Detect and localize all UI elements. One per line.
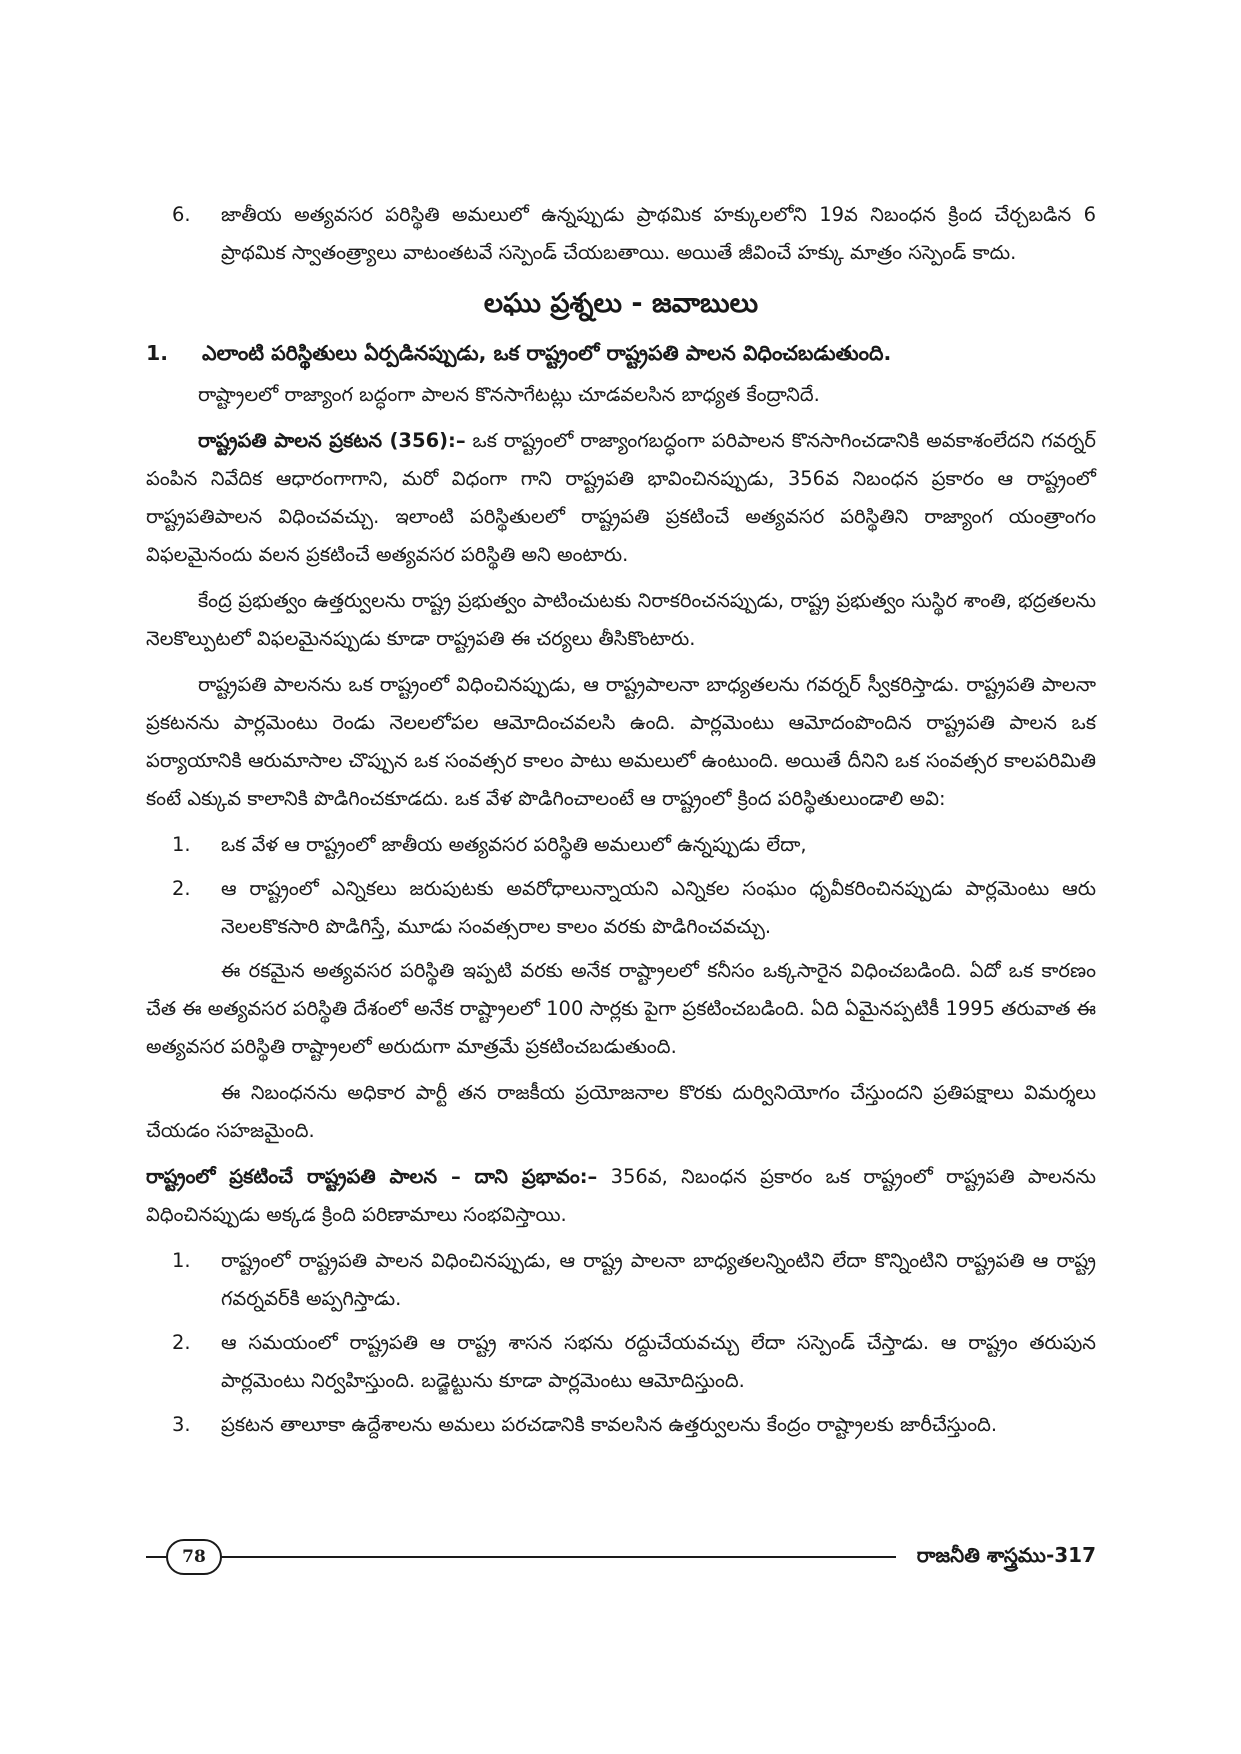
paragraph: [146, 422, 1096, 574]
item-text: ఆ రాష్ట్రంలో ఎన్నికలు జరుపుటకు అవరోధాలున్నాయని ఎన్నికల సంఘం ధృవీకరించినప్పుడు పార్లమెంటు ఆరు నెలలకొకసారి పొడిగిస్తే, మూడు సంవత్సరాల కాలం వరకు పొడిగించవచ్చు.: [221, 877, 1096, 938]
item-number: 2.: [172, 877, 191, 900]
item-number: 1.: [172, 833, 191, 856]
paragraph-text: 356వ, నిబంధన ప్రకారం ఒక రాష్ట్రంలో రాష్ట్రపతి పాలనను విధించినప్పుడు అక్కడ క్రింది పరిణామాలు సంభవిస్తాయి.: [146, 1165, 1096, 1226]
paragraph: [146, 1158, 1096, 1234]
item-number: 6.: [172, 203, 191, 226]
list-item: [146, 826, 1096, 864]
item-text: రాష్ట్రంలో రాష్ట్రపతి పాలన విధించినప్పుడు, ఆ రాష్ట్ర పాలనా బాధ్యతలన్నింటిని లేదా కొన్నింటిని రాష్ట్రపతి ఆ రాష్ట్ర గవర్నవర్‌కి అప్పగిస్తాడు.: [221, 1249, 1096, 1310]
paragraph-label: రాష్ట్రంలో ప్రకటించే రాష్ట్రపతి పాలన – దాని ప్రభావం:–: [146, 1165, 598, 1188]
page-number: 78: [166, 1539, 222, 1575]
section-heading: లఘు ప్రశ్నలు - జవాబులు: [483, 288, 759, 319]
item-text: ఒక వేళ ఆ రాష్ట్రంలో జాతీయ అత్యవసర పరిస్థితి అమలులో ఉన్నప్పుడు లేదా,: [221, 833, 807, 856]
paragraph: కేంద్ర ప్రభుత్వం ఉత్తర్వులను రాష్ట్ర ప్రభుత్వం పాటించుటకు నిరాకరించనప్పుడు, రాష్ట్ర ప్రభుత్వం సుస్థిర శాంతి, భద్రతలను నెలకొల్పుటలో విఫలమైనప్పుడు కూడా రాష్ట్రపతి ఈ చర్యలు తీసికొంటారు.: [146, 589, 1096, 650]
paragraph: రాష్ట్రాలలో రాజ్యాంగ బద్ధంగా పాలన కొనసాగేటట్లు చూడవలసిన బాధ్యత కేంద్రానిదే.: [198, 383, 820, 406]
paragraph: ఈ నిబంధనను అధికార పార్టీ తన రాజకీయ ప్రయోజనాల కొరకు దుర్వినియోగం చేస్తుందని ప్రతిపక్షాలు విమర్శలు చేయడం సహజమైంది.: [146, 1081, 1096, 1142]
item-number: 1.: [172, 1249, 191, 1272]
item-number: 3.: [172, 1413, 191, 1436]
list-item: [146, 1324, 1096, 1400]
paragraph-label: రాష్ట్రపతి పాలన ప్రకటన (356):–: [198, 429, 466, 452]
list-item: [146, 1406, 1096, 1444]
paragraph: రాష్ట్రపతి పాలనను ఒక రాష్ట్రంలో విధించినప్పుడు, ఆ రాష్ట్రపాలనా బాధ్యతలను గవర్నర్ స్వీకరిస్తాడు. రాష్ట్రపతి పాలనా ప్రకటనను పార్లమెంటు రెండు నెలలలోపల ఆమోదించవలసి ఉంది. పార్లమెంటు ఆమోదంపొందిన రాష్ట్రపతి పాలన ఒక పర్యాయానికి ఆరుమాసాల చొప్పున ఒక సంవత్సర కాలం పాటు అమలులో ఉంటుంది. అయితే దీనిని ఒక సంవత్సర కాలపరిమితి కంటే ఎక్కువ కాలానికి పొడిగించకూడదు. ఒక వేళ పొడిగించాలంటే ఆ రాష్ట్రంలో క్రింద పరిస్థితులుండాలి అవి:: [146, 673, 1096, 810]
list-item: [146, 1242, 1096, 1318]
question-text: ఎలాంటి పరిస్థితులు ఏర్పడినప్పుడు, ఒక రాష్ట్రంలో రాష్ట్రపతి పాలన విధించబడుతుంది.: [202, 341, 892, 365]
paragraph: ఈ రకమైన అత్యవసర పరిస్థితి ఇప్పటి వరకు అనేక రాష్ట్రాలలో కనీసం ఒక్కసారైన విధించబడింది. ఏదో ఒక కారణం చేత ఈ అత్యవసర పరిస్థితి దేశంలో అనేక రాష్ట్రాలలో 100 సార్లకు పైగా ప్రకటించబడింది. ఏది ఏమైనప్పటికీ 1995 తరువాత ఈ అత్యవసర పరిస్థితి రాష్ట్రాలలో అరుదుగా మాత్రమే ప్రకటించబడుతుంది.: [146, 959, 1096, 1058]
list-item: [146, 870, 1096, 946]
footer-rule: [146, 1556, 896, 1558]
page-footer: [146, 1536, 1096, 1576]
question: [146, 334, 1096, 372]
page-body: [146, 196, 1096, 1450]
item-text: ప్రకటన తాలూకా ఉద్దేశాలను అమలు పరచడానికి కావలసిన ఉత్తర్వులను కేంద్రం రాష్ట్రాలకు జారీచేస్తుంది.: [221, 1413, 998, 1436]
paragraph-text: ఒక రాష్ట్రంలో రాజ్యాంగబద్ధంగా పరిపాలన కొనసాగించడానికి అవకాశంలేదని గవర్నర్ పంపిన నివేదిక ఆధారంగాగాని, మరో విధంగా గాని రాష్ట్రపతి భావించినప్పుడు, 356వ నిబంధన ప్రకారం ఆ రాష్ట్రంలో రాష్ట్రపతిపాలన విధించవచ్చు. ఇలాంటి పరిస్థితులలో రాష్ట్రపతి ప్రకటించే అత్యవసర పరిస్థితిని రాజ్యాంగ యంత్రాంగం విఫలమైనందు వలన ప్రకటించే అత్యవసర పరిస్థితి అని అంటారు.: [146, 429, 1096, 566]
item-text: జాతీయ అత్యవసర పరిస్థితి అమలులో ఉన్నప్పుడు ప్రాథమిక హక్కులలోని 19వ నిబంధన క్రింద చేర్చబడిన 6 ప్రాథమిక స్వాతంత్ర్యాలు వాటంతటవే సస్పెండ్ చేయబతాయి. అయితే జీవించే హక్కు మాత్రం సస్పెండ్ కాదు.: [221, 203, 1096, 264]
item-text: ఆ సమయంలో రాష్ట్రపతి ఆ రాష్ట్ర శాసన సభను రద్దుచేయవచ్చు లేదా సస్పెండ్ చేస్తాడు. ఆ రాష్ట్రం తరుపున పార్లమెంటు నిర్వహిస్తుంది. బడ్జెట్టును కూడా పార్లమెంటు ఆమోదిస్తుంది.: [221, 1331, 1096, 1392]
list-item: [146, 196, 1096, 272]
item-number: 2.: [172, 1331, 191, 1354]
footer-title: రాజనీతి శాస్త్రము-317: [916, 1543, 1096, 1567]
question-number: 1.: [146, 341, 169, 365]
